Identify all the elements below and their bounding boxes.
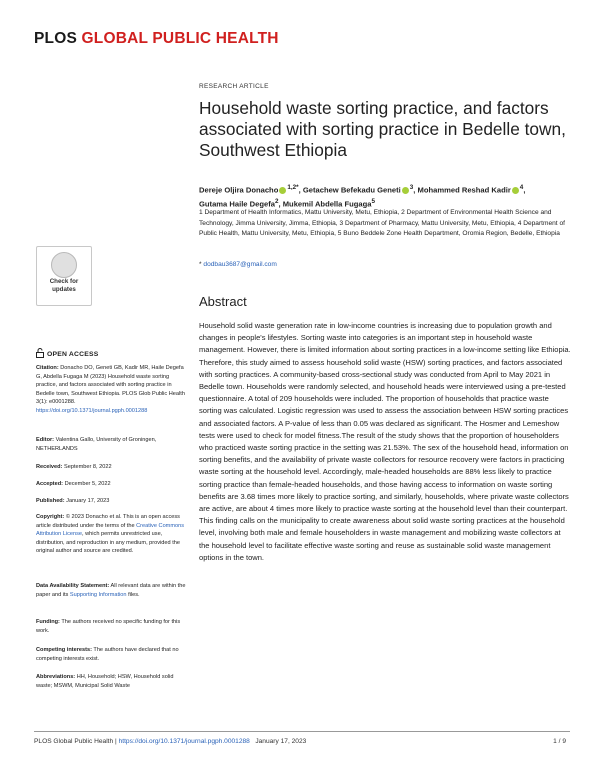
footer-journal: PLOS Global Public Health xyxy=(34,738,114,745)
citation-doi-link[interactable]: https://doi.org/10.1371/journal.pgph.0001288 xyxy=(36,407,148,414)
competing-interests-label: Competing interests: xyxy=(36,647,92,653)
email-link[interactable]: dodbau3687@gmail.com xyxy=(203,261,277,268)
copyright-text-end: , which permits unrestricted use, distribution, and reproduction in any medium, provided the original author and source are credited. xyxy=(36,531,180,554)
abstract-body xyxy=(199,320,573,564)
copyright-block xyxy=(36,513,186,556)
check-for-updates-badge[interactable] xyxy=(36,246,92,306)
funding-text: The authors received no specific funding for this work. xyxy=(36,619,181,634)
check-updates-line2: updates xyxy=(52,285,76,293)
plos-logo-text: PLOS xyxy=(34,30,78,47)
author-name: Getachew Befekadu Geneti xyxy=(302,185,401,195)
check-for-updates-icon xyxy=(51,252,77,278)
affiliations: 1 Department of Health Informatics, Mattu University, Metu, Ethiopia, 2 Department of Environmental Health Science and Technology, Jimma University, Jimma, Ethiopia, 3 Department of Pharmacy, Mattu University, Metu, Ethiopia, 4 Department of Public Health, Mattu University, Metu, Ethiopia, 5 Buno Beddele Zone Health Department, Oromia Region, Bedelle, Ethiopia xyxy=(199,209,565,238)
article-title: Household waste sorting practice, and factors associated with sorting practice in Bedelle town, Southwest Ethiopia xyxy=(199,98,566,160)
article-type: RESEARCH ARTICLE xyxy=(199,83,269,90)
author-name: Dereje Oljira Donacho xyxy=(199,185,279,195)
editor-block xyxy=(36,436,186,453)
orcid-icon[interactable] xyxy=(512,187,519,194)
author-name: Gutama Haile Degefa xyxy=(199,199,275,209)
corresponding-email: * dodbau3687@gmail.com xyxy=(199,261,277,268)
abstract-heading: Abstract xyxy=(199,294,247,309)
citation-block xyxy=(36,364,186,415)
data-availability-label: Data Availability Statement: xyxy=(36,583,110,589)
footer-doi-link[interactable]: https://doi.org/10.1371/journal.pgph.0001288 xyxy=(118,738,250,745)
accepted-label: Accepted: xyxy=(36,481,64,487)
abstract-text: Household solid waste generation rate in low-income countries is increasing due to population growth and changes in people's lifestyles. Sorting waste into categories is an important step in household waste management. However, there is limited information about sorting practices in a low-income setting like Ethiopia. Therefore, this study aimed to assess household solid waste (HSW) sorting practices, and factors associated with sorting practices. A community-based cross-sectional study was conducted from April to May 2021 in Bedelle town. Households were randomly selected, and household heads were interviewed using a pre-tested questionnaire. A total of 209 households were included. The proportion of households that practice waste sorting was calculated. Logistic regression was used to assess the association between HSW sorting practices and associated factors. A P-value of less than 0.05 was declared as significant. The Hosmer and Lemeshow tests were used to check for model fitness.The result of the study shows that the proportion of householders who practiced waste sorting practice in the setting was 21.53%. The sex of the household head, information on sorting benefits, and the availability of private waste collectors for resource recovery were factors in practicing waste sorting at the household level. Accordingly, male-headed households are 88% less likely to practice sorting practice than female-headed households, and those having access to information on waste sorting benefits are 3.68 times more likely to practice sorting, and similarly, households, where private waste collectors are active, are about 4 times more likely to practice waste sorting at the household level than their counterpart. This finding calls on the municipality to create awareness about solid waste sorting practices at the household level, involving both male and female householders in waste management and mobilizing waste collectors at the household level to facilitate effective waste sorting and reuse as sustainable solid waste management options in the town. xyxy=(199,321,571,562)
published-date: January 17, 2023 xyxy=(66,498,110,504)
open-lock-icon xyxy=(36,348,44,358)
license-link[interactable]: Creative Commons Attribution License xyxy=(36,522,185,537)
author-affiliation-sup: 1,2* xyxy=(287,184,299,191)
check-updates-line1: Check for xyxy=(49,278,79,285)
author-list: Dereje Oljira Donacho $^{1,2*}$, Getachew Befekadu Geneti $^3$, Mohammed Reshad Kadir $^4$, Gutama Haile Degefa$^2$, Mukemil Abdella Fugaga$^5$ xyxy=(199,184,526,209)
journal-name: GLOBAL PUBLIC HEALTH xyxy=(81,30,279,47)
data-availability-text-end: files. xyxy=(128,591,140,598)
citation-label: Citation: xyxy=(36,365,59,371)
received-date: September 8, 2022 xyxy=(64,464,112,470)
abbreviations-text: HH, Household; HSW, Household solid waste; MSWM, Municipal Solid Waste xyxy=(36,674,174,689)
accepted-date: December 5, 2022 xyxy=(64,481,111,487)
funding-block xyxy=(36,618,186,635)
copyright-label: Copyright: xyxy=(36,514,65,520)
published-block xyxy=(36,497,186,506)
competing-interests-text: The authors have declared that no competing interests exist. xyxy=(36,647,179,662)
copyright-text: © 2023 Donacho et al. This is an open access article distributed under the terms of the xyxy=(36,514,180,529)
author-affiliation-sup: 4 xyxy=(519,184,524,191)
abbreviations-label: Abbreviations: xyxy=(36,674,76,680)
editor-text: Valentina Gallo, University of Groningen, NETHERLANDS xyxy=(36,437,157,452)
accepted-block xyxy=(36,480,186,489)
journal-masthead xyxy=(34,30,279,48)
supporting-information-link[interactable]: Supporting Information xyxy=(69,591,127,598)
citation-text: Donacho DO, Geneti GB, Kadir MR, Haile Degefa G, Abdella Fugaga M (2023) Household waste sorting practice, and factors associated with sorting practice in Bedelle town, Southwest Ethiopia. PLOS Glob Public Health 3(1): e0001288. xyxy=(36,365,185,405)
editor-label: Editor: xyxy=(36,437,55,443)
author-name: Mohammed Reshad Kadir xyxy=(417,185,511,195)
abbreviations-block xyxy=(36,673,186,690)
page-footer xyxy=(34,738,306,745)
orcid-icon[interactable] xyxy=(279,187,286,194)
author-affiliation-sup: 2 xyxy=(274,198,279,206)
funding-label: Funding: xyxy=(36,619,60,625)
check-for-updates-label xyxy=(37,278,91,293)
data-availability-text: All relevant data are within the paper and its xyxy=(36,583,186,598)
received-label: Received: xyxy=(36,464,63,470)
open-access-text: OPEN ACCESS xyxy=(47,351,99,358)
orcid-icon[interactable] xyxy=(402,187,409,194)
footer-date: January 17, 2023 xyxy=(255,738,307,745)
published-label: Published: xyxy=(36,498,65,504)
data-availability-block xyxy=(36,582,186,599)
page-number: 1 / 9 xyxy=(553,738,566,745)
author-name: Mukemil Abdella Fugaga xyxy=(282,199,372,209)
footer-separator: | xyxy=(115,738,117,745)
author-affiliation-sup: 3 xyxy=(409,184,414,191)
footer-divider xyxy=(34,731,570,732)
received-block xyxy=(36,463,186,472)
open-access-label xyxy=(36,348,98,358)
author-affiliation-sup: 5 xyxy=(371,198,376,206)
competing-interests-block xyxy=(36,646,186,663)
